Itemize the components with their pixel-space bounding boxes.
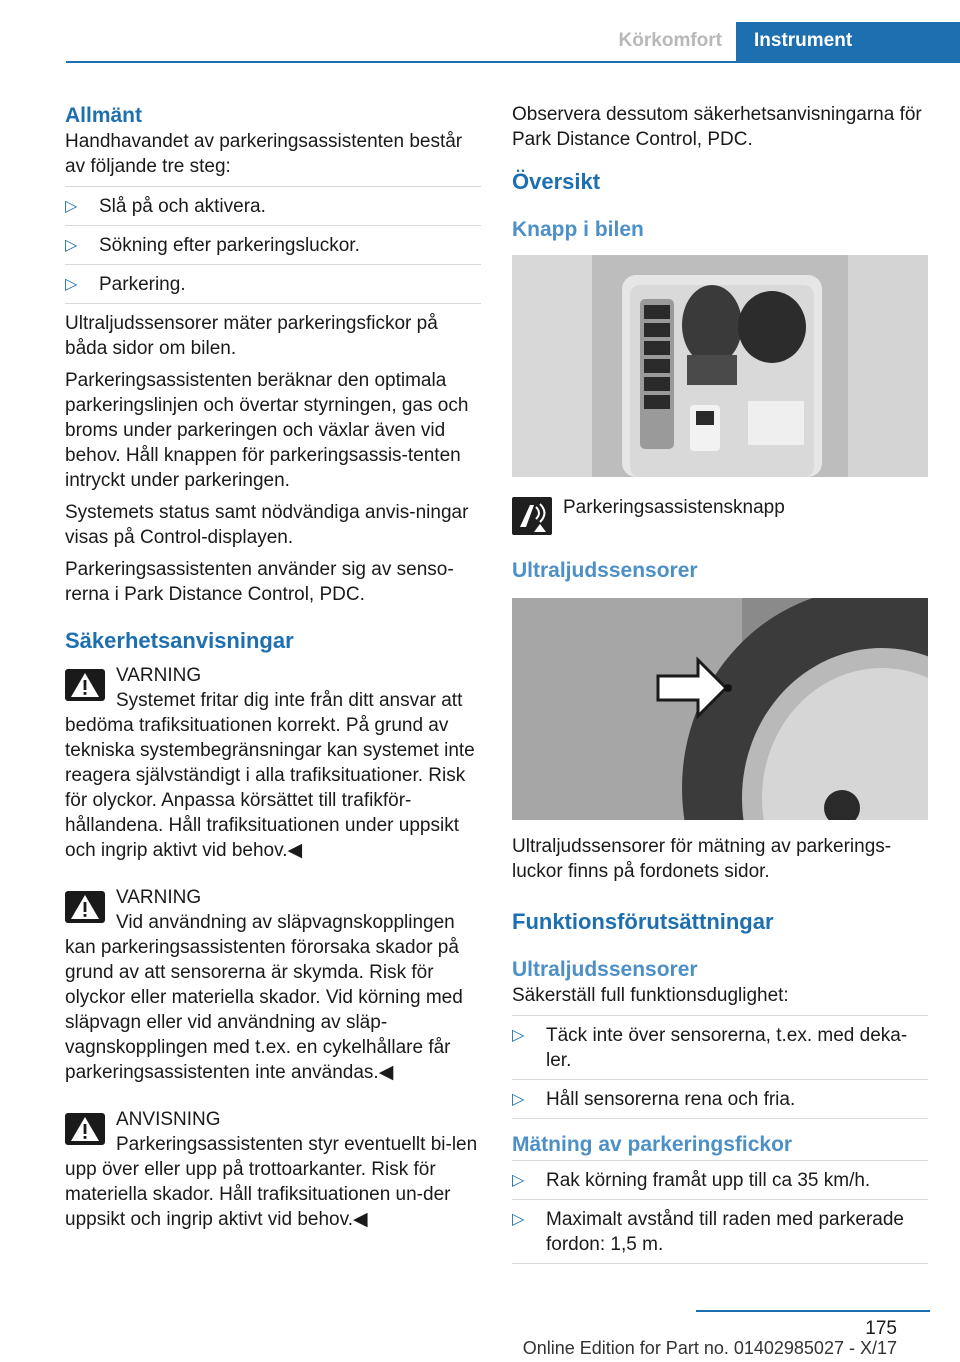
warning-label: VARNING <box>116 665 202 686</box>
warning-label: VARNING <box>116 887 202 908</box>
oversikt-heading: Översikt <box>512 169 601 194</box>
triangle-bullet-icon: ▷ <box>65 276 78 293</box>
list-item: ▷ Täck inte över sensorerna, t.ex. med deka-ler. <box>512 1015 928 1079</box>
center-console-photo <box>512 255 928 477</box>
notice-text: Parkeringsassistenten styr eventuellt bi-len upp över eller upp på trottoarkanter. Risk för materiella skador. Håll trafiksituationen un-der uppsikt och ingrip aktivt vid behov.◀ <box>65 1134 478 1230</box>
page-header <box>0 0 960 62</box>
warning-triangle-icon <box>65 891 105 923</box>
ultraljud2-heading: Ultraljudssensorer <box>512 958 698 981</box>
sensor-location-photo <box>512 598 928 820</box>
ultraljud-heading: Ultraljudssensorer <box>512 559 698 582</box>
triangle-bullet-icon: ▷ <box>512 1211 525 1228</box>
parking-assistant-button-icon <box>512 497 552 535</box>
measurement-list <box>512 1160 928 1264</box>
button-caption: Parkeringsassistensknapp <box>563 497 785 518</box>
footer-rule <box>696 1310 930 1312</box>
notice-block <box>65 1107 481 1232</box>
warning-block <box>65 885 481 1085</box>
funktion-heading: Funktionsförutsättningar <box>512 909 774 934</box>
sakerhet-heading: Säkerhetsanvisningar <box>65 628 294 653</box>
triangle-bullet-icon: ▷ <box>512 1027 525 1044</box>
warning-text: Vid användning av släpvagnskopplingen kan parkeringsassistenten förorsaka skador på grund av att sensorerna är skymda. Risk för olyckor eller materiella skador. Vid körning med släpvagn eller vid användning av släp-vagnskopplingen med t.ex. en cykelhållare får parkeringsassistenten inte användas.◀ <box>65 912 463 1083</box>
triangle-bullet-icon: ▷ <box>65 237 78 254</box>
knapp-heading: Knapp i bilen <box>512 218 644 241</box>
notice-triangle-icon <box>65 1113 105 1145</box>
edition-label: Online Edition for Part no. 01402985027 - X/17 <box>522 1338 897 1358</box>
list-item: ▷ Slå på och aktivera. <box>65 186 481 225</box>
paragraph: Systemets status samt nödvändiga anvis-ningar visas på Control-displayen. <box>65 502 469 548</box>
list-item: ▷ Rak körning framåt upp till ca 35 km/h. <box>512 1160 928 1199</box>
matning-heading: Mätning av parkeringsfickor <box>512 1133 793 1156</box>
notice-label: ANVISNING <box>116 1109 221 1130</box>
chapter-tab-instrument[interactable]: Instrument <box>736 22 960 62</box>
list-item: ▷ Håll sensorerna rena och fria. <box>512 1079 928 1119</box>
paragraph: Parkeringsassistenten beräknar den optimala parkeringslinjen och övertar styrningen, gas och broms under parkeringen och växlar även vid behov. Håll knappen för parkeringsassis-tenten intryckt under parkeringen. <box>65 370 469 491</box>
allmant-intro: Handhavandet av parkeringsassistenten består av följande tre steg: <box>65 131 463 177</box>
ultraljud2-intro: Säkerställ full funktionsduglighet: <box>512 985 789 1006</box>
warning-block <box>65 663 481 863</box>
ultraljud-caption: Ultraljudssensorer för mätning av parkerings-luckor finns på fordonets sidor. <box>512 836 892 882</box>
button-caption-row <box>512 495 928 535</box>
paragraph: Ultraljudssensorer mäter parkeringsfickor på båda sidor om bilen. <box>65 313 438 359</box>
steps-list <box>65 186 481 304</box>
list-item: ▷ Sökning efter parkeringsluckor. <box>65 225 481 264</box>
allmant-heading: Allmänt <box>65 104 143 127</box>
right-column <box>512 102 928 1271</box>
paragraph: Observera dessutom säkerhetsanvisningarna för Park Distance Control, PDC. <box>512 104 922 150</box>
list-item: ▷ Maximalt avstånd till raden med parkerade fordon: 1,5 m. <box>512 1199 928 1264</box>
paragraph: Parkeringsassistenten använder sig av senso-rerna i Park Distance Control, PDC. <box>65 559 454 605</box>
triangle-bullet-icon: ▷ <box>512 1091 525 1108</box>
triangle-bullet-icon: ▷ <box>65 198 78 215</box>
list-item: ▷ Parkering. <box>65 264 481 304</box>
warning-triangle-icon <box>65 669 105 701</box>
chapter-tab-korkomfort[interactable]: Körkomfort <box>618 30 722 51</box>
left-column <box>65 102 481 1254</box>
warning-text: Systemet fritar dig inte från ditt ansvar att bedöma trafiksituationen korrekt. På grund av tekniska systembegränsningar kan systemet inte reagera självständigt i alla trafiksituationer. Risk för olyckor. Anpassa körsättet till trafikför-hållandena. Håll trafiksituationen under uppsikt och ingrip aktivt vid behov.◀ <box>65 690 475 861</box>
sensor-requirements-list <box>512 1015 928 1119</box>
triangle-bullet-icon: ▷ <box>512 1172 525 1189</box>
page-number: 175 <box>865 1318 897 1339</box>
header-rule <box>66 61 960 63</box>
